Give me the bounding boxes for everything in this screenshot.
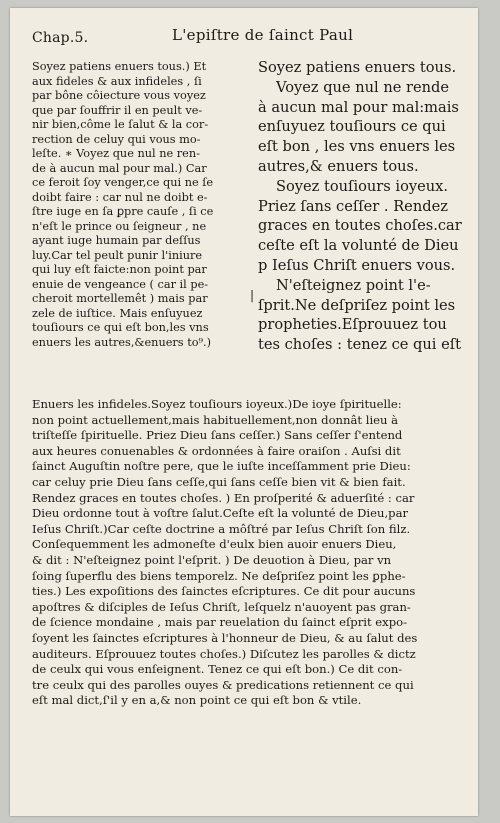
commentary-line: ayant iuge humain par deſſus	[32, 234, 201, 247]
commentary-line: Soyez patiens enuers tous.) Et	[32, 60, 207, 73]
body-line: Conſequemment les admoneſte d'eulx bien auoir enuers Dieu,	[32, 537, 397, 552]
body-line: Ieſus Chriſt.)Car ceſte doctrine a môſtré par Ieſus Chriſt ſon filz.	[32, 521, 411, 536]
commentary-line: leſte. ∗ Voyez que nul ne ren-	[32, 147, 200, 160]
scripture-line: à aucun mal pour mal:mais	[258, 98, 459, 116]
body-line: aux heures conuenables & ordonnées à faire oraiſon . Auſsi dit	[32, 443, 401, 458]
commentary-line: par bône côiecture vous voyez	[32, 89, 206, 102]
body-line: car celuy prie Dieu ſans ceſſe,qui ſans ceſſe bien vit & bien fait.	[32, 474, 406, 489]
body-line: apoſtres & diſciples de Ieſus Chriſt, leſquelz n'auoyent pas gran-	[32, 599, 411, 614]
commentary-line: qui luy eſt faicte:non point par	[32, 263, 207, 276]
commentary-line: cheroit mortellemêt ) mais par	[32, 292, 208, 305]
scripture-line: ceſte eſt la volunté de Dieu	[258, 237, 459, 255]
commentary-line: ſtre iuge en ſa ꝑpre cauſe , ſi ce	[32, 205, 214, 218]
scripture-line: p Ieſus Chriſt enuers vous.	[258, 256, 456, 274]
body-line: triſteſſe ſpirituelle. Priez Dieu ſans ceſſer.) Sans ceſſer ſ'entend	[32, 428, 403, 443]
body-line: non point actuellement,mais habituellement,non donnât lieu à	[32, 412, 399, 427]
commentary-line: ce feroit ſoy venger,ce qui ne ſe	[32, 176, 214, 189]
margin-mark: |	[250, 288, 255, 302]
body-line: tre ceulx qui des parolles ouyes & predications retiennent ce qui	[32, 677, 414, 692]
body-line: ties.) Les expoſitions des ſainctes eſcriptures. Ce dit pour aucuns	[32, 584, 416, 599]
scripture-line: autres,& enuers tous.	[258, 157, 419, 175]
body-line: & dit : N'eſteignez point l'eſprit. ) De deuotion à Dieu, par vn	[32, 552, 392, 567]
commentary-line: doibt faire : car nul ne doibt e-	[32, 190, 208, 204]
scripture-line: enſuyuez touſiours ce qui	[258, 118, 446, 136]
body-line: Rendez graces en toutes choſes. ) En proſperité & aduerſité : car	[32, 490, 415, 505]
book-page	[10, 8, 478, 816]
body-line: Enuers les infideles.Soyez touſiours ioyeux.)De ioye ſpirituelle:	[32, 397, 402, 411]
body-line: de ceulx qui vous enſeignent. Tenez ce qui eſt bon.) Ce dit con-	[32, 662, 403, 677]
body-line: ſoing ſuperflu des biens temporelz. Ne deſpriſez point les ꝑphe-	[32, 568, 406, 583]
commentary-line: luy.Car tel peult punir l'iniure	[32, 248, 203, 262]
commentary-line: zele de iuſtice. Mais enſuyuez	[32, 306, 203, 320]
scripture-line: graces en toutes choſes.car	[258, 217, 462, 235]
commentary-line: enuers les autres,&enuers to⁹.)	[32, 335, 212, 349]
scripture-line: ſprit.Ne deſpriſez point les	[258, 296, 456, 314]
body-line: Dieu ordonne tout à voſtre ſalut.Ceſte eſt la volunté de Dieu,par	[32, 506, 409, 521]
commentary-line: de à aucun mal pour mal.) Car	[32, 161, 207, 175]
scripture-line: N'eſteignez point l'e-	[276, 276, 431, 294]
scripture-line: propheties.Eſprouuez tou	[258, 316, 447, 334]
commentary-line: touſiours ce qui eſt bon,les vns	[32, 321, 209, 334]
commentary-line: n'eſt le prince ou ſeigneur , ne	[32, 219, 207, 233]
body-line: de ſcience mondaine , mais par reuelation du ſainct eſprit expo-	[32, 615, 408, 630]
body-line: ſoyent les ſainctes eſcriptures à l'honneur de Dieu, & au ſalut des	[32, 630, 418, 645]
body-line: eſt mal dict,ſ'il y en a,& non point ce qui eſt bon & vtile.	[32, 693, 362, 708]
scripture-line: Priez ſans ceſſer . Rendez	[258, 197, 448, 215]
scripture-line: eſt bon , les vns enuers les	[258, 138, 456, 156]
scripture-line: Soyez touſiours ioyeux.	[276, 177, 449, 195]
body-line: auditeurs. Eſprouuez toutes choſes.) Diſcutez les parolles & dictz	[32, 646, 416, 661]
running-title: L'epiſtre de ſainct Paul	[172, 26, 354, 44]
commentary-line: enuie de vengeance ( car il pe-	[32, 277, 209, 291]
scripture-column	[258, 58, 468, 355]
commentary-continuation	[32, 397, 472, 709]
commentary-line: nir bien,côme le ſalut & la cor-	[32, 118, 209, 131]
commentary-line: que par ſouffrir il en peult ve-	[32, 103, 203, 117]
scripture-line: tes choſes : tenez ce qui eſt	[258, 336, 461, 354]
commentary-line: rection de celuy qui vous mo-	[32, 132, 201, 146]
chapter-header: Chap.5.	[32, 30, 89, 46]
commentary-line: aux fideles & aux infideles , ſi	[32, 74, 202, 88]
commentary-column	[32, 60, 258, 350]
scripture-line: Voyez que nul ne rende	[276, 78, 449, 96]
scripture-line: Soyez patiens enuers tous.	[258, 59, 457, 76]
body-line: ſainct Auguſtin noſtre pere, que le iuſte inceſſamment prie Dieu:	[32, 459, 411, 474]
